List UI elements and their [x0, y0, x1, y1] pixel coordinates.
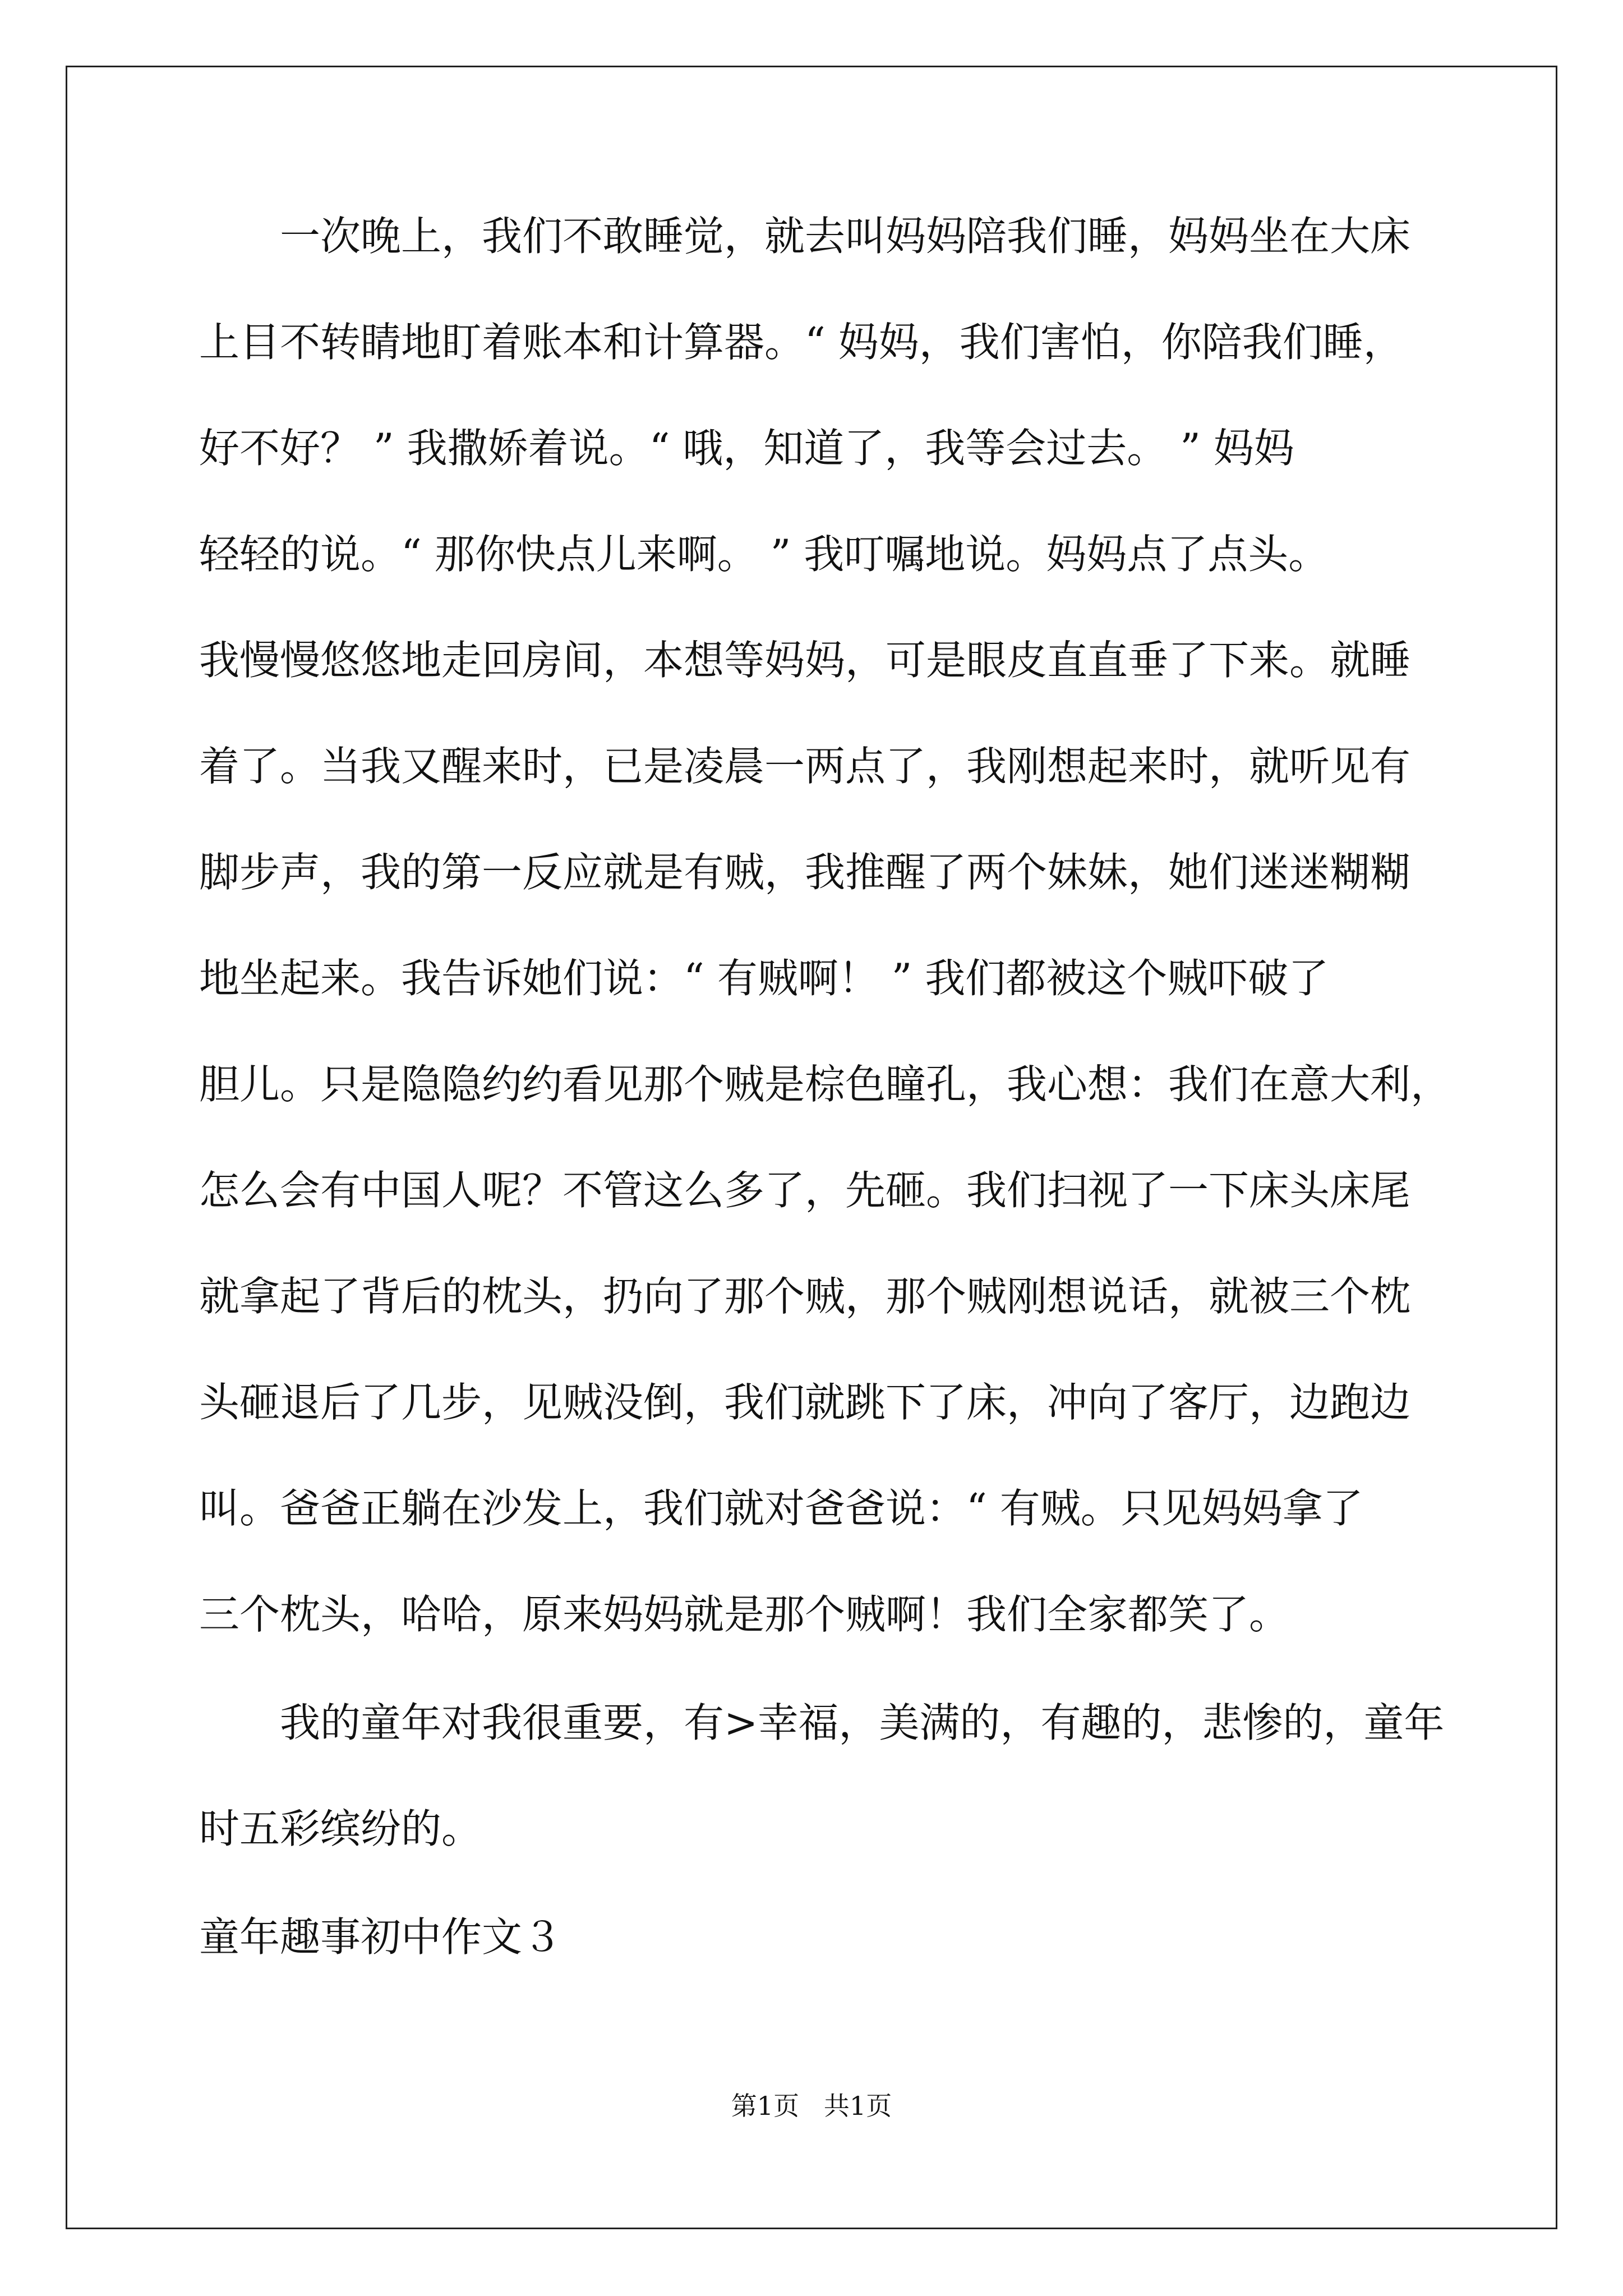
paragraph-line: 轻轻的说。“ 那你快点儿来啊。 ” 我叮嘱地说。妈妈点了点头。 — [199, 531, 1329, 578]
paragraph-line: 着了。当我又醒来时，已是凌晨一两点了，我刚想起来时，就听见有 — [199, 743, 1411, 790]
paragraph-line: 一次晚上，我们不敢睡觉，就去叫妈妈陪我们睡，妈妈坐在大床 — [199, 213, 1411, 260]
paragraph-line: 怎么会有中国人呢？不管这么多了，先砸。我们扫视了一下床头床尾 — [199, 1167, 1411, 1214]
paragraph-line: 头砸退后了几步，见贼没倒，我们就跳下了床，冲向了客厅，边跑边 — [199, 1379, 1411, 1426]
paragraph-line: 我的童年对我很重要，有>幸福，美满的，有趣的，悲惨的，童年 — [199, 1699, 1445, 1746]
paragraph-line: 三个枕头，哈哈，原来妈妈就是那个贼啊！我们全家都笑了。 — [199, 1591, 1290, 1638]
paragraph-line: 叫。爸爸正躺在沙发上，我们就对爸爸说：“ 有贼。只见妈妈拿了 — [199, 1485, 1363, 1532]
paragraph-line: 胆儿。只是隐隐约约看见那个贼是棕色瞳孔，我心想：我们在意大利， — [199, 1061, 1451, 1108]
paragraph-line: 时五彩缤纷的。 — [199, 1805, 482, 1852]
page-border — [66, 66, 1557, 2229]
paragraph-line: 就拿起了背后的枕头，扔向了那个贼，那个贼刚想说话，就被三个枕 — [199, 1273, 1411, 1320]
section-heading: 童年趣事初中作文３ — [199, 1913, 563, 1961]
page-footer: 第1页 共1页 — [731, 2091, 892, 2121]
paragraph-line: 地坐起来。我告诉她们说：“ 有贼啊！ ” 我们都被这个贼吓破了 — [199, 955, 1329, 1002]
paragraph-line: 脚步声，我的第一反应就是有贼，我推醒了两个妹妹，她们迷迷糊糊 — [199, 849, 1411, 896]
paragraph-line: 好不好？ ” 我撒娇着说。“ 哦，知道了，我等会过去。 ” 妈妈 — [199, 425, 1294, 472]
paragraph-line: 上目不转睛地盯着账本和计算器。“ 妈妈，我们害怕，你陪我们睡， — [199, 319, 1404, 366]
paragraph-line: 我慢慢悠悠地走回房间，本想等妈妈，可是眼皮直直垂了下来。就睡 — [199, 637, 1411, 684]
